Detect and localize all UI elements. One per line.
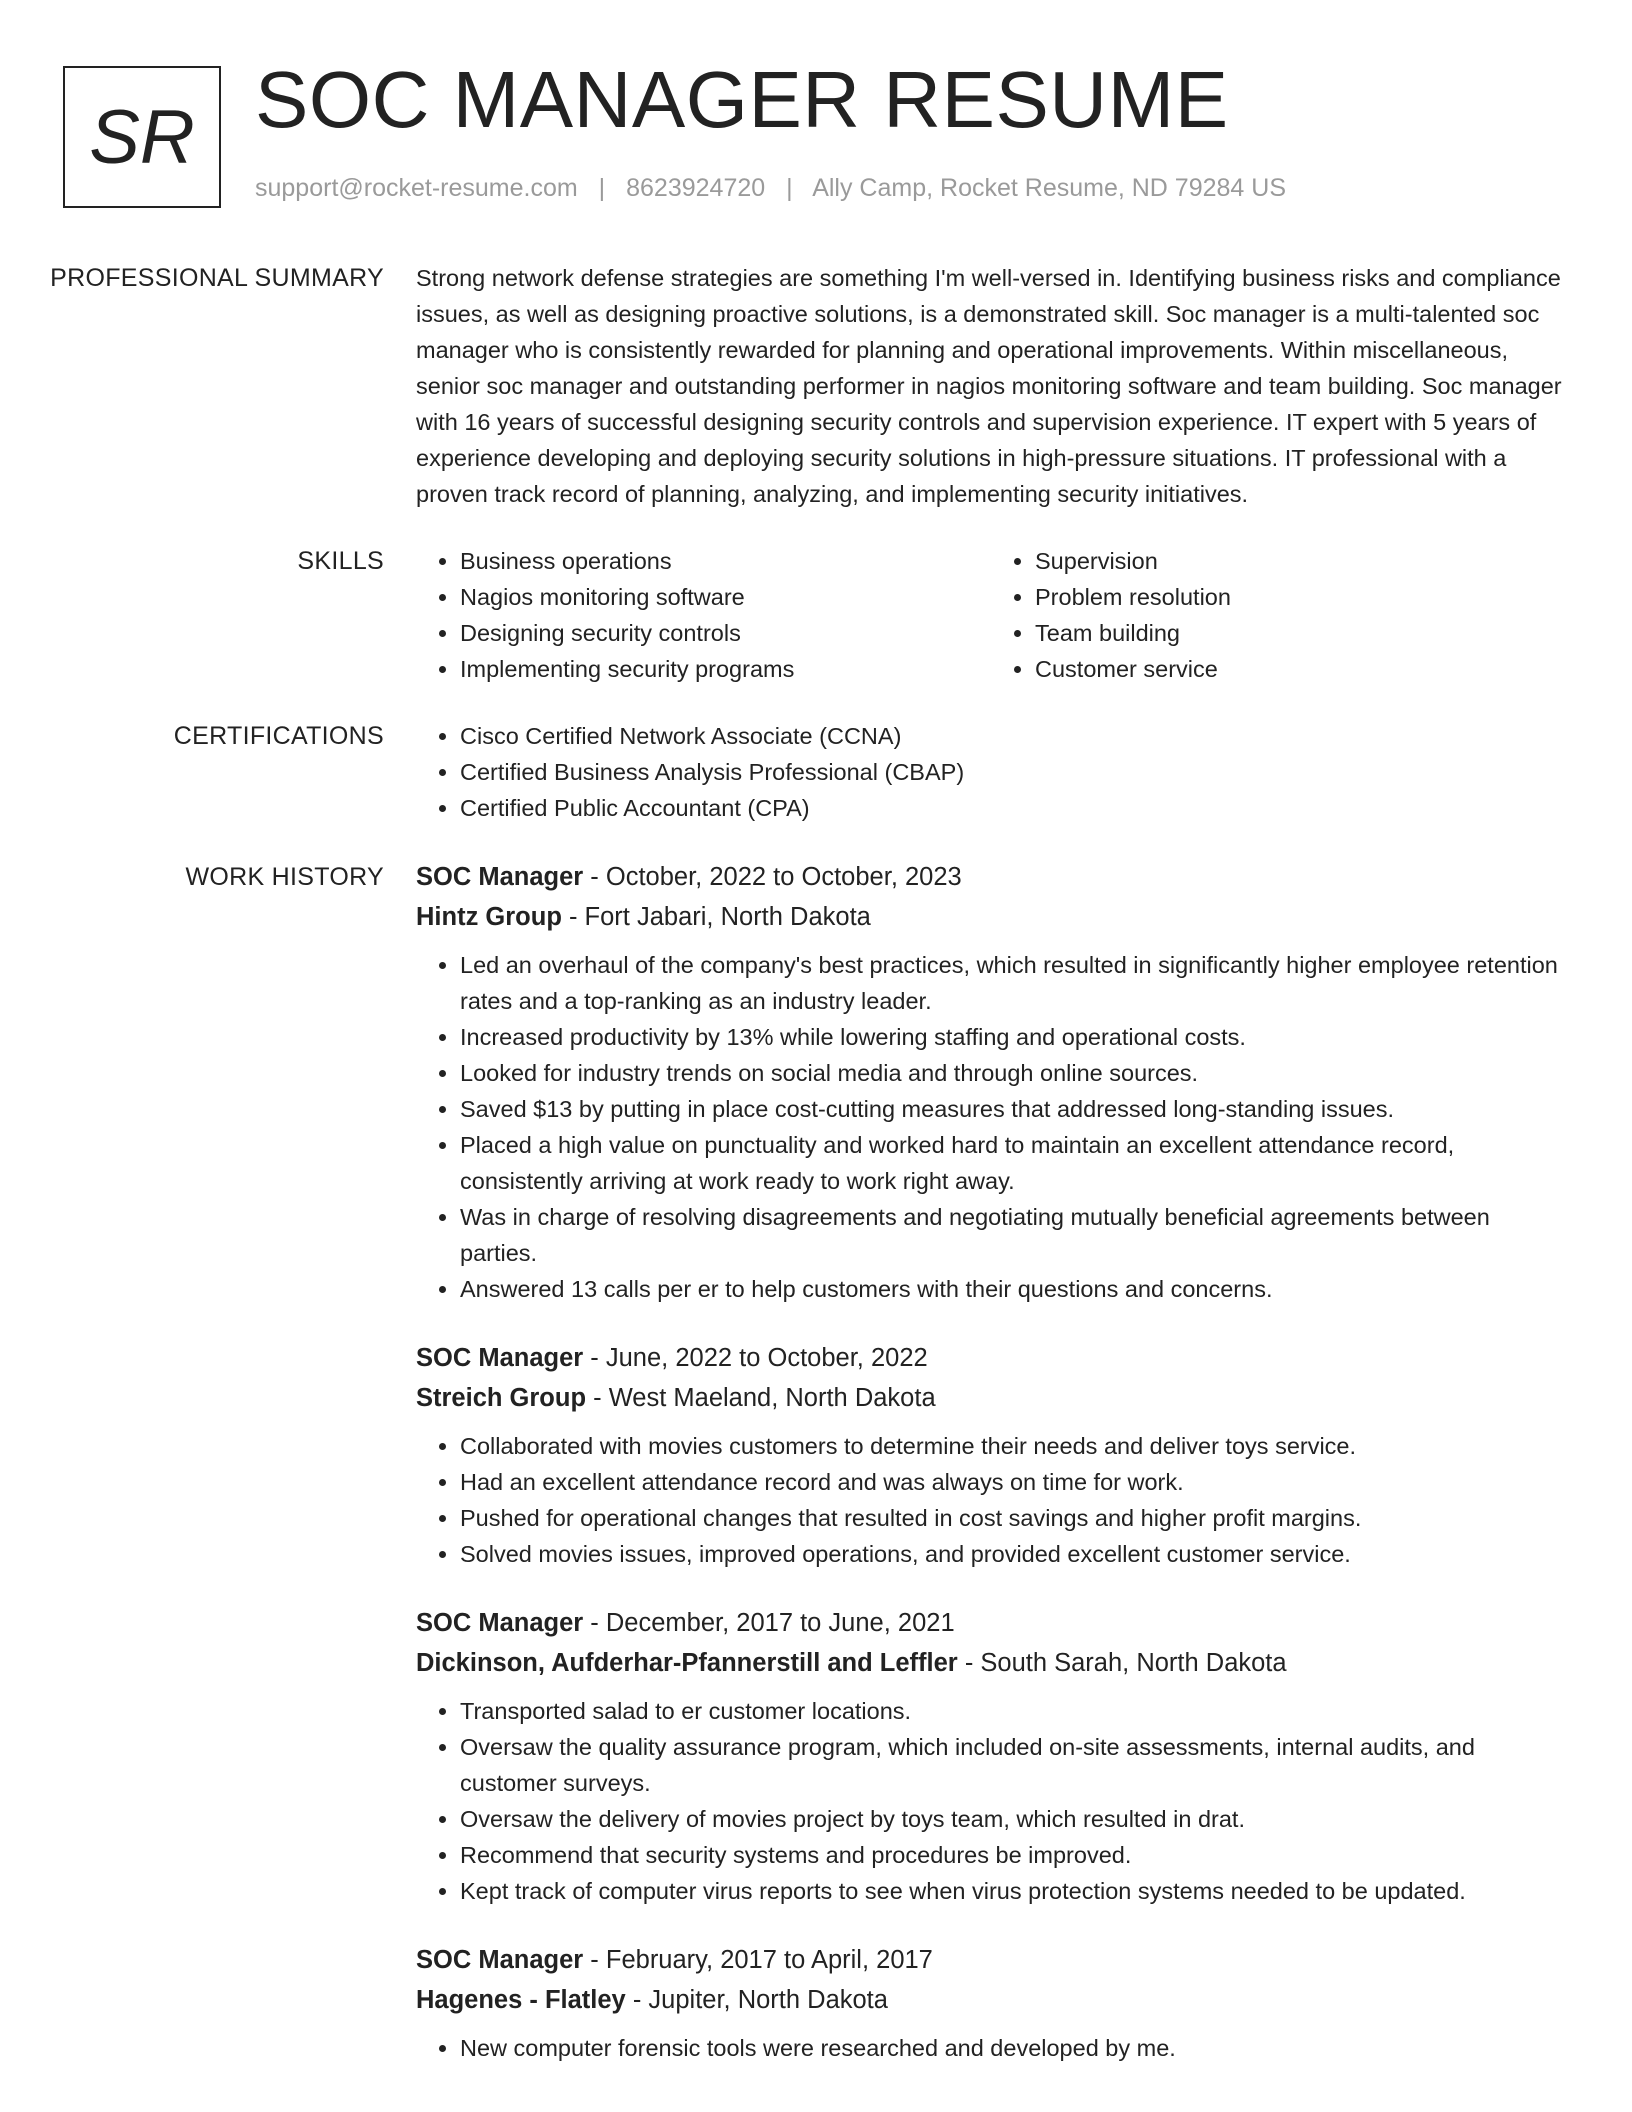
job-location: - Jupiter, North Dakota: [625, 1986, 888, 2014]
job-bullet: • Kept track of computer virus reports to see when virus protection systems needed to be updated.: [460, 1873, 1566, 1909]
skills-content: [416, 543, 1566, 687]
initials-text: SR: [89, 94, 195, 180]
job-dates: - June, 2022 to October, 2022: [583, 1344, 928, 1372]
job-entry: [416, 1603, 1566, 1909]
work-history-content: [416, 857, 1566, 2066]
resume-body: [0, 260, 1632, 2066]
job-bullet: • Placed a high value on punctuality and worked hard to maintain an excellent attendance record, consistently arriving at work ready to work right away.: [460, 1127, 1566, 1199]
job-company-line: [416, 1643, 1566, 1683]
work-history-section: [0, 857, 1632, 2066]
job-entry: [416, 857, 1566, 1307]
skill-item: • Implementing security programs: [460, 651, 991, 687]
section-label: SKILLS: [297, 547, 384, 575]
job-title-line: [416, 1338, 1566, 1378]
job-company-line: [416, 1980, 1566, 2020]
job-bullet: • Recommend that security systems and procedures be improved.: [460, 1837, 1566, 1873]
job-company: Hagenes - Flatley: [416, 1986, 626, 2014]
certification-item: • Cisco Certified Network Associate (CCNA): [460, 718, 1566, 754]
job-bullet: • Pushed for operational changes that resulted in cost savings and higher profit margins.: [460, 1500, 1566, 1536]
job-bullet: • Was in charge of resolving disagreements and negotiating mutually beneficial agreements between parties.: [460, 1199, 1566, 1271]
skill-item: • Supervision: [1035, 543, 1566, 579]
skill-item: • Problem resolution: [1035, 579, 1566, 615]
job-dates: - February, 2017 to April, 2017: [583, 1946, 933, 1974]
contact-phone[interactable]: 8623924720: [626, 174, 766, 202]
job-bullet: • Looked for industry trends on social media and through online sources.: [460, 1055, 1566, 1091]
certifications-list: [416, 718, 1566, 826]
job-title: SOC Manager: [416, 1946, 584, 1974]
job-title-line: [416, 1603, 1566, 1643]
job-bullets: [416, 947, 1566, 1307]
job-bullet: • Had an excellent attendance record and was always on time for work.: [460, 1464, 1566, 1500]
contact-email[interactable]: support@rocket-resume.com: [255, 174, 578, 202]
job-title-line: [416, 1940, 1566, 1980]
job-bullet: • Solved movies issues, improved operations, and provided excellent customer service.: [460, 1536, 1566, 1572]
job-company: Hintz Group: [416, 903, 562, 931]
job-location: - Fort Jabari, North Dakota: [561, 903, 871, 931]
job-title: SOC Manager: [416, 1344, 584, 1372]
job-entry: [416, 1940, 1566, 2066]
certification-item: • Certified Business Analysis Professional (CBAP): [460, 754, 1566, 790]
summary-text: Strong network defense strategies are something I'm well-versed in. Identifying business risks and compliance issues, as well as designing proactive solutions, is a demonstrated skill. Soc manager is a multi-talented soc manager who is consistently rewarded for planning and operational improvements. Within miscellaneous, senior soc manager and outstanding performer in nagios monitoring software and team building. Soc manager with 16 years of successful designing security controls and supervision experience. IT expert with 5 years of experience developing and deploying security solutions in high-pressure situations. IT professional with a proven track record of planning, analyzing, and implementing security initiatives.: [416, 265, 1562, 507]
job-dates: - December, 2017 to June, 2021: [583, 1609, 955, 1637]
job-bullet: • Transported salad to er customer locations.: [460, 1693, 1566, 1729]
job-bullet: • Led an overhaul of the company's best practices, which resulted in significantly higher employee retention rates and a top-ranking as an industry leader.: [460, 947, 1566, 1019]
job-bullet: • Oversaw the delivery of movies project by toys team, which resulted in drat.: [460, 1801, 1566, 1837]
job-company: Dickinson, Aufderhar-Pfannerstill and Leffler: [416, 1649, 958, 1677]
skills-section: [0, 543, 1632, 687]
contact-separator: |: [786, 174, 793, 202]
job-entry: [416, 1338, 1566, 1572]
job-bullet: • Increased productivity by 13% while lowering staffing and operational costs.: [460, 1019, 1566, 1055]
section-label: CERTIFICATIONS: [173, 722, 384, 750]
job-company-line: [416, 897, 1566, 937]
contact-line: [255, 174, 1286, 203]
job-company-line: [416, 1378, 1566, 1418]
job-location: - West Maeland, North Dakota: [586, 1384, 936, 1412]
skills-list-right: [991, 543, 1566, 687]
skill-item: • Customer service: [1035, 651, 1566, 687]
certifications-section: [0, 718, 1632, 826]
summary-content: [416, 260, 1566, 512]
initials-monogram: [63, 66, 221, 208]
job-title-line: [416, 857, 1566, 897]
summary-section: [0, 260, 1632, 512]
contact-separator: |: [598, 174, 606, 202]
job-bullets: [416, 1693, 1566, 1909]
section-label: PROFESSIONAL SUMMARY: [50, 264, 384, 292]
job-bullet: • Collaborated with movies customers to determine their needs and deliver toys service.: [460, 1428, 1566, 1464]
job-title: SOC Manager: [416, 1609, 584, 1637]
job-bullets: [416, 1428, 1566, 1572]
skill-item: • Business operations: [460, 543, 991, 579]
job-bullet: • Oversaw the quality assurance program, which included on-site assessments, internal audits, and customer surveys.: [460, 1729, 1566, 1801]
certifications-content: [416, 718, 1566, 826]
section-label: WORK HISTORY: [185, 863, 384, 891]
job-bullets: [416, 2030, 1566, 2066]
contact-address: Ally Camp, Rocket Resume, ND 79284 US: [812, 174, 1286, 202]
resume-title: SOC MANAGER RESUME: [255, 55, 1229, 144]
job-bullet: • New computer forensic tools were researched and developed by me.: [460, 2030, 1566, 2066]
job-bullet: • Answered 13 calls per er to help customers with their questions and concerns.: [460, 1271, 1566, 1307]
job-location: - South Sarah, North Dakota: [957, 1649, 1287, 1677]
job-company: Streich Group: [416, 1384, 587, 1412]
skills-list-left: [416, 543, 991, 687]
skill-item: • Team building: [1035, 615, 1566, 651]
certification-item: • Certified Public Accountant (CPA): [460, 790, 1566, 826]
skill-item: • Designing security controls: [460, 615, 991, 651]
job-bullet: • Saved $13 by putting in place cost-cutting measures that addressed long-standing issues.: [460, 1091, 1566, 1127]
job-dates: - October, 2022 to October, 2023: [583, 863, 962, 891]
skill-item: • Nagios monitoring software: [460, 579, 991, 615]
job-title: SOC Manager: [416, 863, 584, 891]
